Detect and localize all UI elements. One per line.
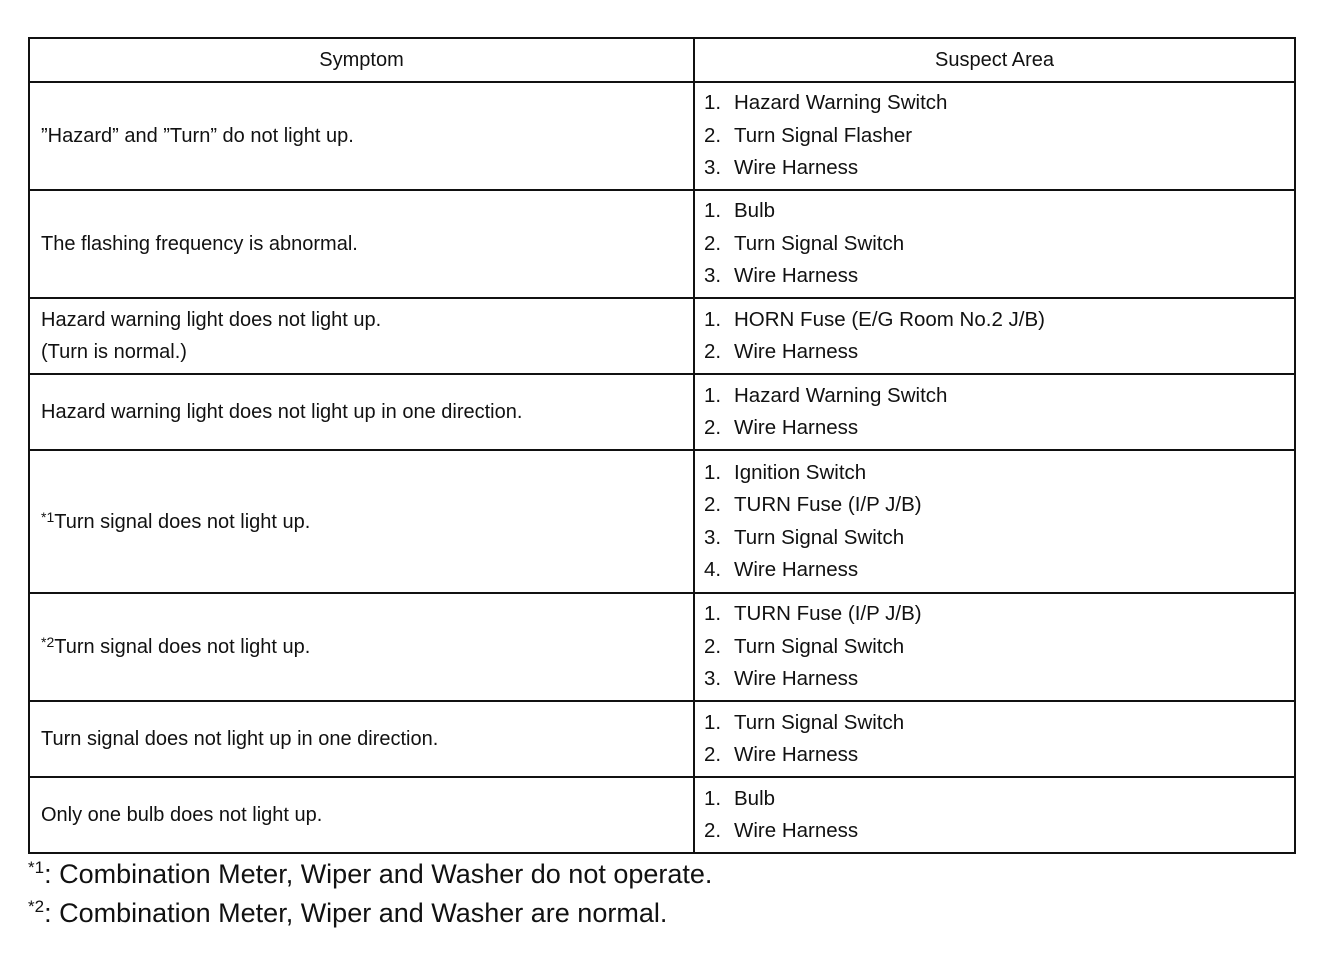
symptom-line: Turn signal does not light up. [54, 510, 311, 533]
footnote-marker: *1 [41, 508, 55, 525]
table-row [29, 82, 1295, 190]
symptom-text [41, 396, 693, 428]
footnote [28, 855, 712, 894]
item-number: 2. [704, 123, 722, 147]
suspect-area-cell [694, 593, 1295, 701]
suspect-item [704, 554, 1294, 587]
suspect-text: TURN Fuse (I/P J/B) [734, 602, 922, 626]
symptom-cell [29, 190, 694, 298]
item-number: 2. [704, 340, 722, 363]
table-row [29, 777, 1295, 853]
symptom-text [41, 228, 693, 260]
footnote-marker: *1 [28, 858, 45, 877]
suspect-item [704, 522, 1294, 555]
suspect-text: Wire Harness [734, 667, 859, 691]
suspect-text: Turn Signal Flasher [734, 123, 913, 147]
header-row [29, 38, 1295, 82]
footnote-text: : Combination Meter, Wiper and Washer do not operate. [44, 859, 713, 889]
suspect-item [704, 412, 1294, 445]
suspect-item [704, 228, 1294, 261]
suspect-text: Bulb [734, 199, 776, 223]
item-number: 1. [704, 460, 722, 484]
suspect-item [704, 304, 1294, 337]
suspect-area-cell [694, 298, 1295, 374]
suspect-item [704, 336, 1294, 369]
item-number: 1. [704, 307, 722, 331]
suspect-item [704, 195, 1294, 228]
item-number: 4. [704, 558, 722, 581]
suspect-area-cell [694, 374, 1295, 450]
item-number: 1. [704, 199, 722, 223]
suspect-item [704, 631, 1294, 664]
item-number: 1. [704, 786, 722, 810]
item-number: 1. [704, 602, 722, 626]
item-number: 2. [704, 634, 722, 658]
footnote-text: : Combination Meter, Wiper and Washer are normal. [44, 898, 668, 928]
suspect-item [704, 598, 1294, 631]
symptom-line: Turn signal does not light up in one direction. [41, 728, 439, 750]
table-body [29, 82, 1295, 853]
suspect-text: Wire Harness [734, 156, 859, 180]
symptom-line: Hazard warning light does not light up. [41, 309, 382, 331]
suspect-item [704, 707, 1294, 740]
suspect-text: Wire Harness [734, 264, 859, 288]
symptom-cell [29, 777, 694, 853]
symptom-cell [29, 701, 694, 777]
suspect-text: Wire Harness [734, 558, 859, 581]
item-number: 1. [704, 383, 722, 407]
item-number: 3. [704, 525, 722, 549]
suspect-text: Wire Harness [734, 819, 859, 842]
suspect-item [704, 783, 1294, 816]
symptom-header: Symptom [29, 38, 694, 82]
table-row [29, 190, 1295, 298]
suspect-text: Wire Harness [734, 340, 859, 363]
suspect-item [704, 457, 1294, 490]
footnote-marker: *2 [41, 634, 55, 650]
suspect-item [704, 663, 1294, 696]
symptom-cell [29, 374, 694, 450]
suspect-text: Wire Harness [734, 743, 859, 766]
symptom-line: ”Hazard” and ”Turn” do not light up. [41, 125, 354, 147]
suspect-text: Bulb [734, 786, 776, 810]
item-number: 2. [704, 231, 722, 255]
symptom-text [41, 631, 693, 663]
suspect-area-cell [694, 190, 1295, 298]
suspect-text: Hazard Warning Switch [734, 383, 948, 407]
item-number: 2. [704, 743, 722, 766]
symptom-cell [29, 450, 694, 593]
footnote-marker: *2 [28, 897, 45, 916]
suspect-item [704, 260, 1294, 293]
symptom-line: Hazard warning light does not light up in one direction. [41, 401, 523, 423]
symptom-text [41, 336, 693, 368]
footnotes [28, 855, 712, 933]
suspect-item [704, 739, 1294, 772]
item-number: 3. [704, 667, 722, 691]
symptom-cell [29, 593, 694, 701]
suspect-text: Turn Signal Switch [734, 710, 905, 734]
symptom-cell [29, 82, 694, 190]
item-number: 2. [704, 416, 722, 439]
symptom-text [41, 304, 693, 336]
suspect-item [704, 815, 1294, 848]
suspect-text: Turn Signal Switch [734, 231, 905, 255]
suspect-text: Hazard Warning Switch [734, 91, 948, 115]
table-row [29, 450, 1295, 593]
suspect-area-cell [694, 777, 1295, 853]
item-number: 2. [704, 819, 722, 842]
suspect-area-cell [694, 701, 1295, 777]
item-number: 3. [704, 156, 722, 180]
table-row [29, 593, 1295, 701]
suspect-text: Wire Harness [734, 416, 859, 439]
symptom-cell [29, 298, 694, 374]
item-number: 2. [704, 493, 722, 516]
suspect-text: HORN Fuse (E/G Room No.2 J/B) [734, 307, 1045, 331]
suspect-item [704, 489, 1294, 522]
suspect-text: Ignition Switch [734, 460, 867, 484]
suspect-item [704, 152, 1294, 185]
symptom-line: Only one bulb does not light up. [41, 804, 323, 826]
footnote [28, 894, 712, 933]
suspect-area-cell [694, 82, 1295, 190]
symptom-line: The flashing frequency is abnormal. [41, 233, 358, 255]
suspect-text: Turn Signal Switch [734, 634, 905, 658]
suspect-text: TURN Fuse (I/P J/B) [734, 493, 922, 516]
item-number: 1. [704, 710, 722, 734]
table-row [29, 298, 1295, 374]
item-number: 3. [704, 264, 722, 288]
table-row [29, 701, 1295, 777]
suspect-text: Turn Signal Switch [734, 525, 905, 549]
symptom-text [41, 723, 693, 755]
symptom-table [28, 37, 1296, 854]
suspect-area-header: Suspect Area [694, 38, 1295, 82]
symptom-text [41, 799, 693, 831]
suspect-item [704, 120, 1294, 153]
item-number: 1. [704, 91, 722, 115]
suspect-area-cell [694, 450, 1295, 593]
symptom-line: (Turn is normal.) [41, 341, 187, 363]
table-row [29, 374, 1295, 450]
symptom-text [41, 506, 693, 538]
symptom-line: Turn signal does not light up. [54, 636, 311, 658]
suspect-item [704, 87, 1294, 120]
symptom-text [41, 120, 693, 152]
suspect-item [704, 380, 1294, 413]
